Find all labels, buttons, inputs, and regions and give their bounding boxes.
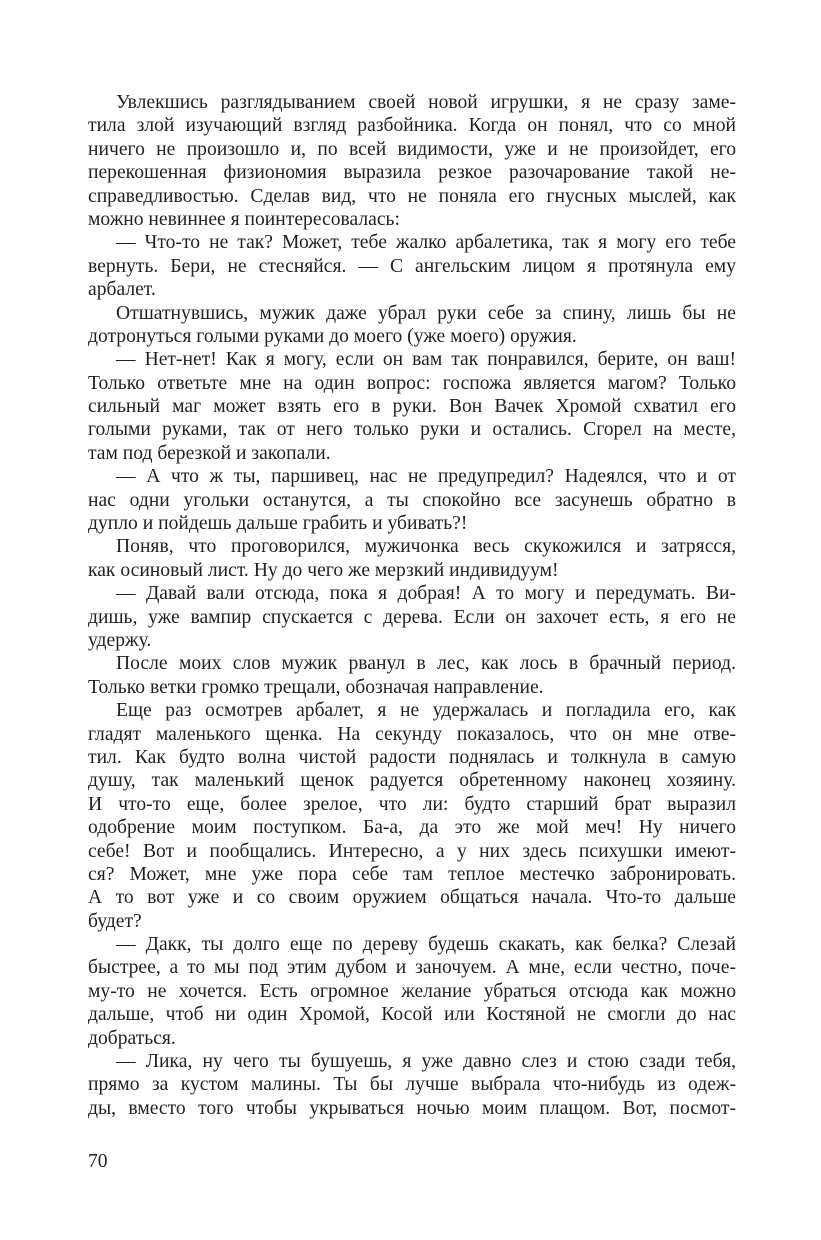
text-line: тила злой изучающий взгляд разбойника. Когда он понял, что со мной [88, 115, 736, 137]
text-line: И что-то еще, более зрелое, что ли: будто старший брат выразил [88, 793, 736, 815]
text-line: прямо за кустом малины. Ты бы лучше выбрала что-нибудь из одеж- [88, 1074, 736, 1096]
text-line: ды, вместо того чтобы укрываться ночью моим плащом. Вот, посмот- [88, 1097, 736, 1119]
text-line: гладят маленького щенка. На секунду показалось, что он мне отве- [88, 723, 736, 745]
text-line: перекошенная физиономия выразила резкое разочарование такой не- [88, 162, 736, 184]
text-line: дупло и пойдешь дальше грабить и убивать?! [88, 513, 468, 535]
text-line: — А что ж ты, паршивец, нас не предупредил? Надеялся, что и от [116, 466, 736, 488]
text-line: тил. Как будто волна чистой радости поднялась и толкнула в самую [88, 746, 736, 768]
text-line: душу, так маленький щенок радуется обретенному наконец хозяину. [88, 770, 736, 792]
text-line: ся? Может, мне уже пора себе там теплое местечко забронировать. [88, 863, 736, 885]
text-line: нас одни угольки останутся, а ты спокойно все засунешь обратно в [88, 489, 736, 511]
text-line: добраться. [88, 1027, 176, 1049]
text-line: сильный маг может взять его в руки. Вон Вачек Хромой схватил его [88, 396, 736, 418]
text-line: — Давай вали отсюда, пока я добрая! А то могу и передумать. Ви- [116, 583, 736, 605]
text-line: дотронуться голыми руками до моего (уже моего) оружия. [88, 325, 577, 347]
text-line: ничего не произошло и, по всей видимости, уже и не произойдет, его [88, 138, 736, 160]
text-line: будет? [88, 910, 142, 932]
text-line: После моих слов мужик рванул в лес, как лось в брачный период. [116, 653, 736, 675]
text-line: Отшатнувшись, мужик даже убрал руки себе за спину, лишь бы не [116, 302, 736, 324]
text-line: справедливостью. Сделав вид, что не поняла его гнусных мыслей, как [88, 185, 736, 207]
text-line: вернуть. Бери, не стесняйся. — С ангельским лицом я протянула ему [88, 255, 736, 277]
text-line: дишь, уже вампир спускается с дерева. Если он захочет есть, я его не [88, 606, 736, 628]
text-line: А то вот уже и со своим оружием общаться начала. Что-то дальше [88, 887, 736, 909]
text-line: там под березкой и закопали. [88, 442, 331, 464]
text-line: — Лика, ну чего ты бушуешь, я уже давно слез и стою сзади тебя, [116, 1051, 736, 1073]
text-line: одобрение моим поступком. Ба-а, да это же мой меч! Ну ничего [88, 817, 736, 839]
text-line: дальше, чтоб ни один Хромой, Косой или Костяной не смогли до нас [88, 1004, 736, 1026]
text-line: му-то не хочется. Есть огромное желание убраться отсюда как можно [88, 980, 736, 1002]
text-line: голыми руками, так от него только руки и остались. Сгорел на месте, [88, 419, 736, 441]
text-line: быстрее, а то мы под этим дубом и заночуем. А мне, если честно, поче- [88, 957, 736, 979]
text-line: Поняв, что проговорился, мужичонка весь скукожился и затрясся, [116, 536, 736, 558]
text-line: себе! Вот и пообщались. Интересно, а у них здесь психушки имеют- [88, 840, 736, 862]
text-line: Увлекшись разглядыванием своей новой игрушки, я не сразу заме- [116, 92, 736, 113]
text-line: арбалет. [88, 279, 156, 301]
text-line: — Что-то не так? Может, тебе жалко арбалетика, так я могу его тебе [116, 232, 736, 254]
text-line: — Нет-нет! Как я могу, если он вам так понравился, берите, он ваш! [116, 349, 736, 371]
text-line: Только ветки громко трещали, обозначая направление. [88, 676, 544, 698]
text-line: можно невиннее я поинтересовалась: [88, 208, 400, 230]
text-line: как осиновый лист. Ну до чего же мерзкий индивидуум! [88, 559, 559, 581]
text-line: удержу. [88, 629, 152, 651]
body-text [88, 91, 736, 1120]
text-line: — Дакк, ты долго еще по дереву будешь скакать, как белка? Слезай [116, 934, 736, 956]
text-line: Только ответьте мне на один вопрос: госпожа является магом? Только [88, 372, 736, 394]
page-number: 70 [88, 1151, 108, 1172]
text-line: Еще раз осмотрев арбалет, я не удержалась и погладила его, как [116, 700, 736, 722]
